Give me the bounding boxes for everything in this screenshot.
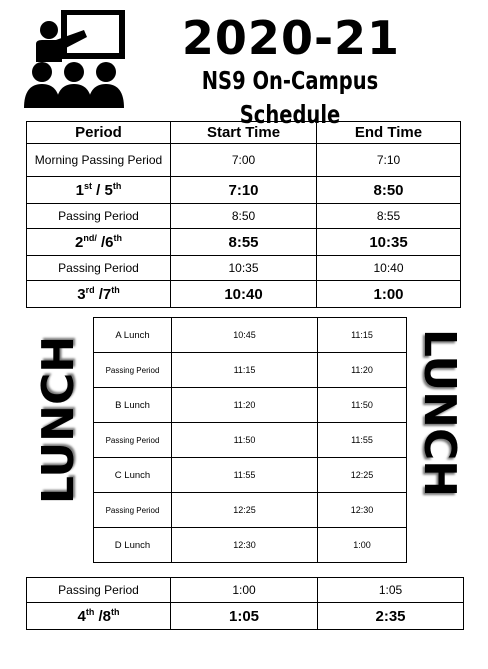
end-time: 1:05 xyxy=(318,578,464,603)
start-time: 1:00 xyxy=(171,578,318,603)
start-time: 12:30 xyxy=(172,528,318,563)
start-time: 10:40 xyxy=(171,281,317,308)
lunch-schedule-table xyxy=(93,317,407,563)
table-row xyxy=(94,388,407,423)
table-row xyxy=(94,528,407,563)
column-header-period: Period xyxy=(27,122,171,144)
end-time: 11:20 xyxy=(318,353,407,388)
teacher-presenting-icon xyxy=(22,10,126,110)
end-time: 10:35 xyxy=(317,229,461,256)
start-time: 7:00 xyxy=(171,144,317,177)
lunch-label: A Lunch xyxy=(94,318,172,353)
lunch-side-label-left: LUNCH xyxy=(33,335,84,505)
end-time: 8:55 xyxy=(317,204,461,229)
period-label: Passing Period xyxy=(27,204,171,229)
period-label: 3rd /7th xyxy=(27,281,171,308)
start-time: 11:55 xyxy=(172,458,318,493)
table-row xyxy=(27,281,461,308)
table-row xyxy=(27,256,461,281)
lunch-label: C Lunch xyxy=(94,458,172,493)
afternoon-schedule-table xyxy=(26,577,464,630)
lunch-label: Passing Period xyxy=(94,423,172,458)
period-label: 1st / 5th xyxy=(27,177,171,204)
start-time: 8:50 xyxy=(171,204,317,229)
lunch-side-label-right: LUNCH xyxy=(414,328,465,498)
start-time: 10:35 xyxy=(171,256,317,281)
table-header-row xyxy=(27,122,461,144)
table-row xyxy=(27,204,461,229)
lunch-label: Passing Period xyxy=(94,493,172,528)
start-time: 7:10 xyxy=(171,177,317,204)
start-time: 11:15 xyxy=(172,353,318,388)
end-time: 10:40 xyxy=(317,256,461,281)
table-row xyxy=(27,229,461,256)
column-header-end-time: End Time xyxy=(317,122,461,144)
table-row xyxy=(27,603,464,630)
period-label: Passing Period xyxy=(27,256,171,281)
schedule-table xyxy=(26,121,461,308)
lunch-label: Passing Period xyxy=(94,353,172,388)
page-title: 2020-21 xyxy=(181,11,401,65)
end-time: 11:15 xyxy=(318,318,407,353)
end-time: 12:30 xyxy=(318,493,407,528)
period-label: $2^{nd/}$ /6th xyxy=(27,229,171,256)
table-row xyxy=(27,144,461,177)
end-time: 1:00 xyxy=(317,281,461,308)
lunch-label: D Lunch xyxy=(94,528,172,563)
period-label: Morning Passing Period xyxy=(27,144,171,177)
table-row xyxy=(94,353,407,388)
end-time: 12:25 xyxy=(318,458,407,493)
end-time: 11:50 xyxy=(318,388,407,423)
end-time: 2:35 xyxy=(318,603,464,630)
table-row xyxy=(27,578,464,603)
page-subtitle: NS9 On-Campus Schedule xyxy=(201,66,379,129)
end-time: 11:55 xyxy=(318,423,407,458)
table-row xyxy=(94,458,407,493)
table-row xyxy=(94,493,407,528)
start-time: 10:45 xyxy=(172,318,318,353)
table-row xyxy=(94,423,407,458)
lunch-label: B Lunch xyxy=(94,388,172,423)
start-time: 11:20 xyxy=(172,388,318,423)
end-time: 8:50 xyxy=(317,177,461,204)
column-header-start-time: Start Time xyxy=(171,122,317,144)
table-row xyxy=(27,177,461,204)
table-row xyxy=(94,318,407,353)
end-time: 7:10 xyxy=(317,144,461,177)
start-time: 12:25 xyxy=(172,493,318,528)
end-time: 1:00 xyxy=(318,528,407,563)
start-time: 8:55 xyxy=(171,229,317,256)
start-time: 11:50 xyxy=(172,423,318,458)
start-time: 1:05 xyxy=(171,603,318,630)
period-label: Passing Period xyxy=(27,578,171,603)
period-label: 4th /8th xyxy=(27,603,171,630)
